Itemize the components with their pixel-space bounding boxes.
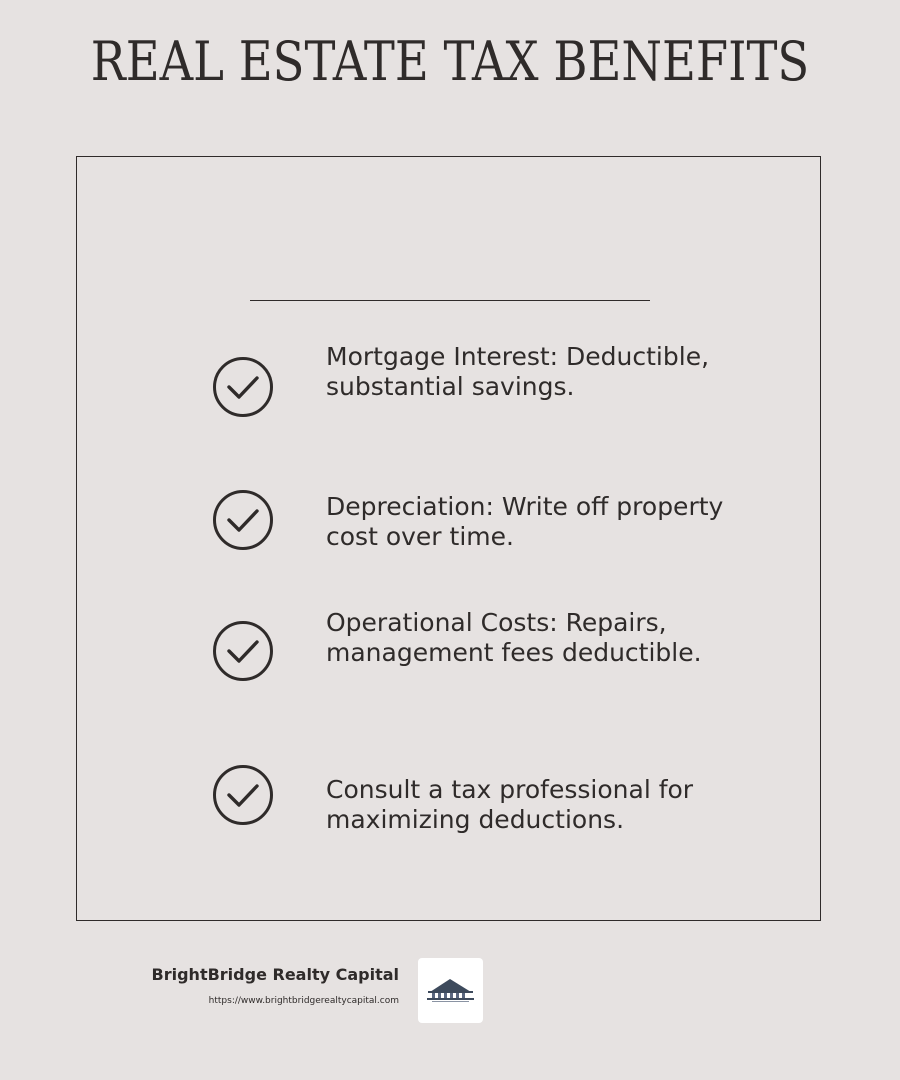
company-url[interactable]: https://www.brightbridgerealtycapital.com	[208, 996, 399, 1006]
check-circle-icon	[212, 356, 274, 418]
benefit-text: Operational Costs: Repairs, management fees deductible.	[326, 608, 702, 667]
benefit-text: Mortgage Interest: Deductible, substantial savings.	[326, 342, 710, 401]
check-circle-icon	[212, 620, 274, 682]
company-name: BrightBridge Realty Capital	[151, 965, 399, 984]
check-circle-icon	[212, 764, 274, 826]
company-logo	[418, 958, 483, 1023]
page-title: REAL ESTATE TAX BENEFITS	[90, 30, 810, 93]
benefit-text: Depreciation: Write off property cost over time.	[326, 492, 724, 551]
check-circle-icon	[212, 489, 274, 551]
benefit-text: Consult a tax professional for maximizing deductions.	[326, 775, 694, 834]
building-logo-icon	[418, 958, 483, 1023]
divider-line	[250, 300, 650, 301]
